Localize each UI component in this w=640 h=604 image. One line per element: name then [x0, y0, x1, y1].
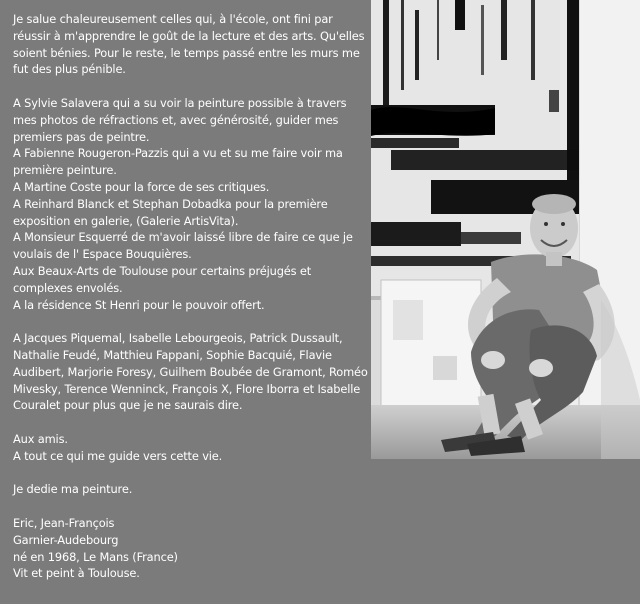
spacer	[13, 313, 369, 330]
dedication-text	[13, 11, 369, 582]
portrait-illustration	[371, 0, 640, 459]
spacer	[13, 78, 369, 95]
thanks-residence: A la résidence St Henri pour le pouvoir offert.	[13, 297, 265, 312]
thanks-fabienne: A Fabienne Rougeron-Pazzis qui a vu et su me faire voir ma première peinture.	[13, 146, 343, 178]
thanks-martine: A Martine Coste pour la force de ses critiques.	[13, 179, 270, 194]
thanks-esquerre: A Monsieur Esquerré de m'avoir laissé libre de faire ce que je voulais de l' Espace Bouquières.	[13, 230, 353, 262]
thanks-sylvie: A Sylvie Salavera qui a su voir la peinture possible à travers mes photos de réfractions et, avec générosité, guider mes premiers pas de peintre.	[13, 95, 347, 144]
friends-list-paragraph: A Jacques Piquemal, Isabelle Lebourgeois, Patrick Dussault, Nathalie Feudé, Matthieu Fappani, Sophie Bacquié, Flavie Audibert, Marjorie Foresy, Guilhem Boubée de Gramont, Roméo Mivesky, Terence Wenninck, François X, Flore Iborra et Isabelle Couralet pour plus que je ne saurais dire.	[13, 331, 368, 413]
signature-name-2: Garnier-Audebourg	[13, 532, 119, 547]
spacer	[13, 465, 369, 482]
thanks-reinhard: A Reinhard Blanck et Stephan Dobadka pour la première exposition en galerie, (Galerie ArtisVita).	[13, 196, 328, 228]
signature-name-1: Eric, Jean-François	[13, 515, 115, 530]
thanks-beaux-arts: Aux Beaux-Arts de Toulouse pour certains préjugés et complexes envolés.	[13, 263, 312, 295]
spacer	[13, 498, 369, 515]
guide-line: A tout ce qui me guide vers cette vie.	[13, 448, 223, 463]
intro-paragraph: Je salue chaleureusement celles qui, à l'école, ont fini par réussir à m'apprendre le goût de la lecture et des arts. Qu'elles soient bénies. Pour le reste, le temps passé entre les murs me fut des plus pénible.	[13, 12, 365, 77]
signature-born: né en 1968, Le Mans (France)	[13, 549, 178, 564]
spacer	[13, 414, 369, 431]
friends-line: Aux amis.	[13, 431, 68, 446]
artist-portrait-photo	[371, 0, 640, 459]
dedication-line: Je dedie ma peinture.	[13, 482, 133, 497]
signature-lives: Vit et peint à Toulouse.	[13, 566, 140, 581]
